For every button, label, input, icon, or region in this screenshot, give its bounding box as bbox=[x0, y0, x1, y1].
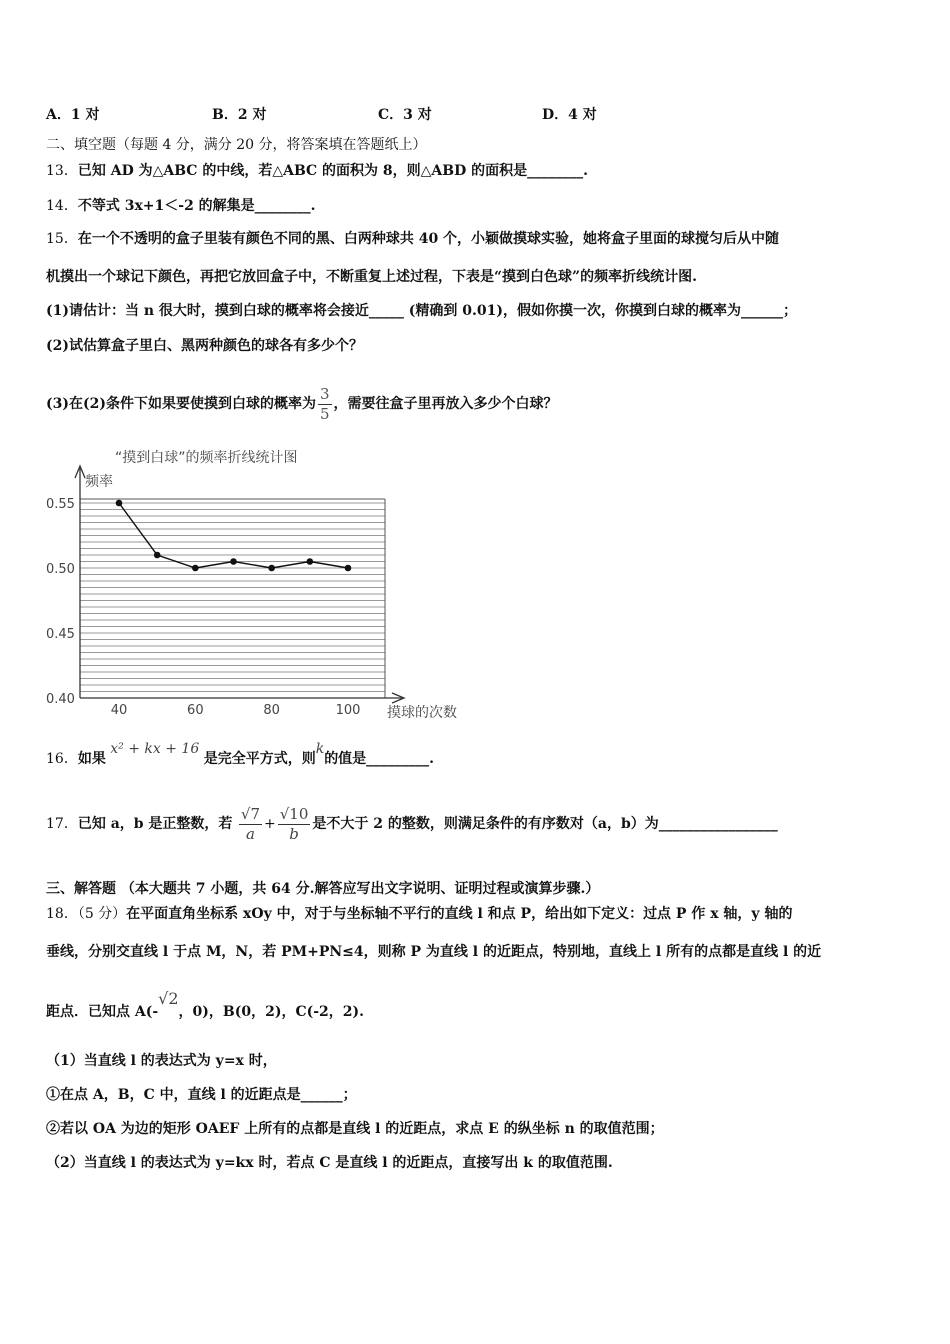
frac-den: 5 bbox=[319, 404, 330, 423]
fraction-sqrt7-a bbox=[239, 805, 262, 844]
option-c: C．3 对 bbox=[378, 107, 432, 123]
x-axis-label: 摸球的次数 bbox=[387, 705, 457, 721]
data-point bbox=[307, 558, 314, 565]
frac-num-sqrt10: √10 bbox=[279, 804, 309, 823]
q18-line3 bbox=[46, 989, 365, 1027]
q15-part3-a: (3)在(2)条件下如果要使摸到白球的概率为 bbox=[46, 396, 316, 412]
q16-k: k bbox=[315, 741, 325, 757]
question-17 bbox=[46, 794, 778, 854]
question-18-line1 bbox=[46, 905, 792, 923]
q16-c: 的值是_________. bbox=[324, 751, 435, 767]
question-13 bbox=[46, 162, 588, 180]
chart-title: “摸到白球”的频率折线统计图 bbox=[115, 450, 298, 466]
option-d: D．4 对 bbox=[542, 107, 597, 123]
q13-number: 13． bbox=[46, 163, 78, 179]
q16-number: 16． bbox=[46, 751, 78, 767]
q13-text: 已知 AD 为△ABC 的中线，若△ABC 的面积为 8，则△ABD 的面积是________. bbox=[77, 163, 589, 179]
y-tick-label: 0.55 bbox=[46, 497, 75, 512]
q17-a: 已知 a，b 是正整数，若 bbox=[77, 816, 233, 832]
q17-number: 17． bbox=[46, 816, 78, 832]
data-point bbox=[116, 500, 123, 507]
section-3-heading: 三、解答题 （本大题共 7 小题，共 64 分.解答应写出文字说明、证明过程或演算步骤.） bbox=[46, 881, 600, 897]
q18-line3-b: ，0)，B(0，2)，C(-2，2). bbox=[178, 1004, 365, 1020]
q18-line1: 在平面直角坐标系 xOy 中，对于与坐标轴不平行的直线 l 和点 P，给出如下定义：过点 P 作 x 轴，y 轴的 bbox=[126, 906, 793, 922]
section-2-heading: 二、填空题（每题 4 分，满分 20 分，将答案填在答题纸上） bbox=[46, 137, 427, 153]
question-14 bbox=[46, 197, 316, 215]
x-tick-label: 60 bbox=[187, 703, 204, 718]
frac-den-a: a bbox=[245, 824, 255, 843]
y-tick-label: 0.50 bbox=[46, 562, 75, 577]
y-axis-label: 频率 bbox=[85, 474, 113, 490]
q17-b: 是不大于 2 的整数，则满足条件的有序数对（a，b）为_________________ bbox=[312, 816, 778, 832]
plus-sign: + bbox=[264, 816, 276, 832]
q16-a: 如果 bbox=[77, 751, 106, 767]
data-point bbox=[154, 552, 161, 559]
frac-num-sqrt7: √7 bbox=[240, 804, 260, 823]
sqrt2: √2 bbox=[158, 989, 179, 1008]
q16-b: 是完全平方式，则 bbox=[203, 751, 316, 767]
q16-expression: x² + kx + 16 bbox=[110, 741, 200, 757]
q18-line3-a: 距点．已知点 A(- bbox=[46, 1004, 159, 1020]
option-b: B．2 对 bbox=[212, 107, 267, 123]
q18-sub1: （1）当直线 l 的表达式为 y=x 时， bbox=[46, 1053, 277, 1069]
data-point bbox=[268, 565, 275, 572]
q15-part3-b: ，需要往盒子里再放入多少个白球？ bbox=[333, 396, 558, 412]
option-a: A．1 对 bbox=[46, 107, 100, 123]
y-tick-label: 0.45 bbox=[46, 627, 75, 642]
question-16 bbox=[46, 741, 435, 773]
fraction-3-5 bbox=[318, 385, 332, 424]
q15-part1: (1)请估计：当 n 很大时，摸到白球的概率将会接近_____ (精确到 0.01)，假如你摸一次，你摸到白球的概率为______； bbox=[46, 303, 798, 319]
y-tick-label: 0.40 bbox=[46, 692, 75, 707]
data-point bbox=[192, 565, 199, 572]
q15-part2: (2)试估算盒子里白、黑两种颜色的球各有多少个？ bbox=[46, 338, 363, 354]
q15-line1: 在一个不透明的盒子里装有颜色不同的黑、白两种球共 40 个，小颖做摸球实验，她将盒子里面的球搅匀后从中随 bbox=[77, 231, 780, 247]
q14-number: 14． bbox=[46, 198, 78, 214]
q18-sub4: （2）当直线 l 的表达式为 y=kx 时，若点 C 是直线 l 的近距点，直接写出 k 的取值范围. bbox=[46, 1155, 613, 1171]
frac-den-b: b bbox=[289, 824, 299, 843]
frequency-line-chart bbox=[40, 440, 490, 730]
q18-number: 18．（5 分） bbox=[46, 906, 127, 922]
fraction-sqrt10-b bbox=[278, 805, 311, 844]
q15-line2: 机摸出一个球记下颜色，再把它放回盒子中，不断重复上述过程，下表是“摸到白色球”的频率折线统计图. bbox=[46, 269, 697, 285]
q18-line2: 垂线，分别交直线 l 于点 M，N，若 PM+PN≤4，则称 P 为直线 l 的近距点，特别地，直线上 l 所有的点都是直线 l 的近 bbox=[46, 944, 822, 960]
q15-number: 15． bbox=[46, 231, 78, 247]
x-tick-label: 80 bbox=[263, 703, 280, 718]
frac-num: 3 bbox=[319, 384, 330, 403]
x-tick-label: 40 bbox=[110, 703, 128, 718]
data-point bbox=[230, 558, 237, 565]
q14-text: 不等式 3x+1＜-2 的解集是________. bbox=[77, 198, 316, 214]
q18-sub3: ②若以 OA 为边的矩形 OAEF 上所有的点都是直线 l 的近距点，求点 E 的纵坐标 n 的取值范围； bbox=[46, 1121, 664, 1137]
data-point bbox=[345, 565, 352, 572]
q15-part3 bbox=[46, 384, 558, 424]
x-tick-label: 100 bbox=[335, 703, 361, 718]
question-15-line1 bbox=[46, 230, 779, 248]
q18-sub2: ①在点 A，B，C 中，直线 l 的近距点是______； bbox=[46, 1087, 357, 1103]
